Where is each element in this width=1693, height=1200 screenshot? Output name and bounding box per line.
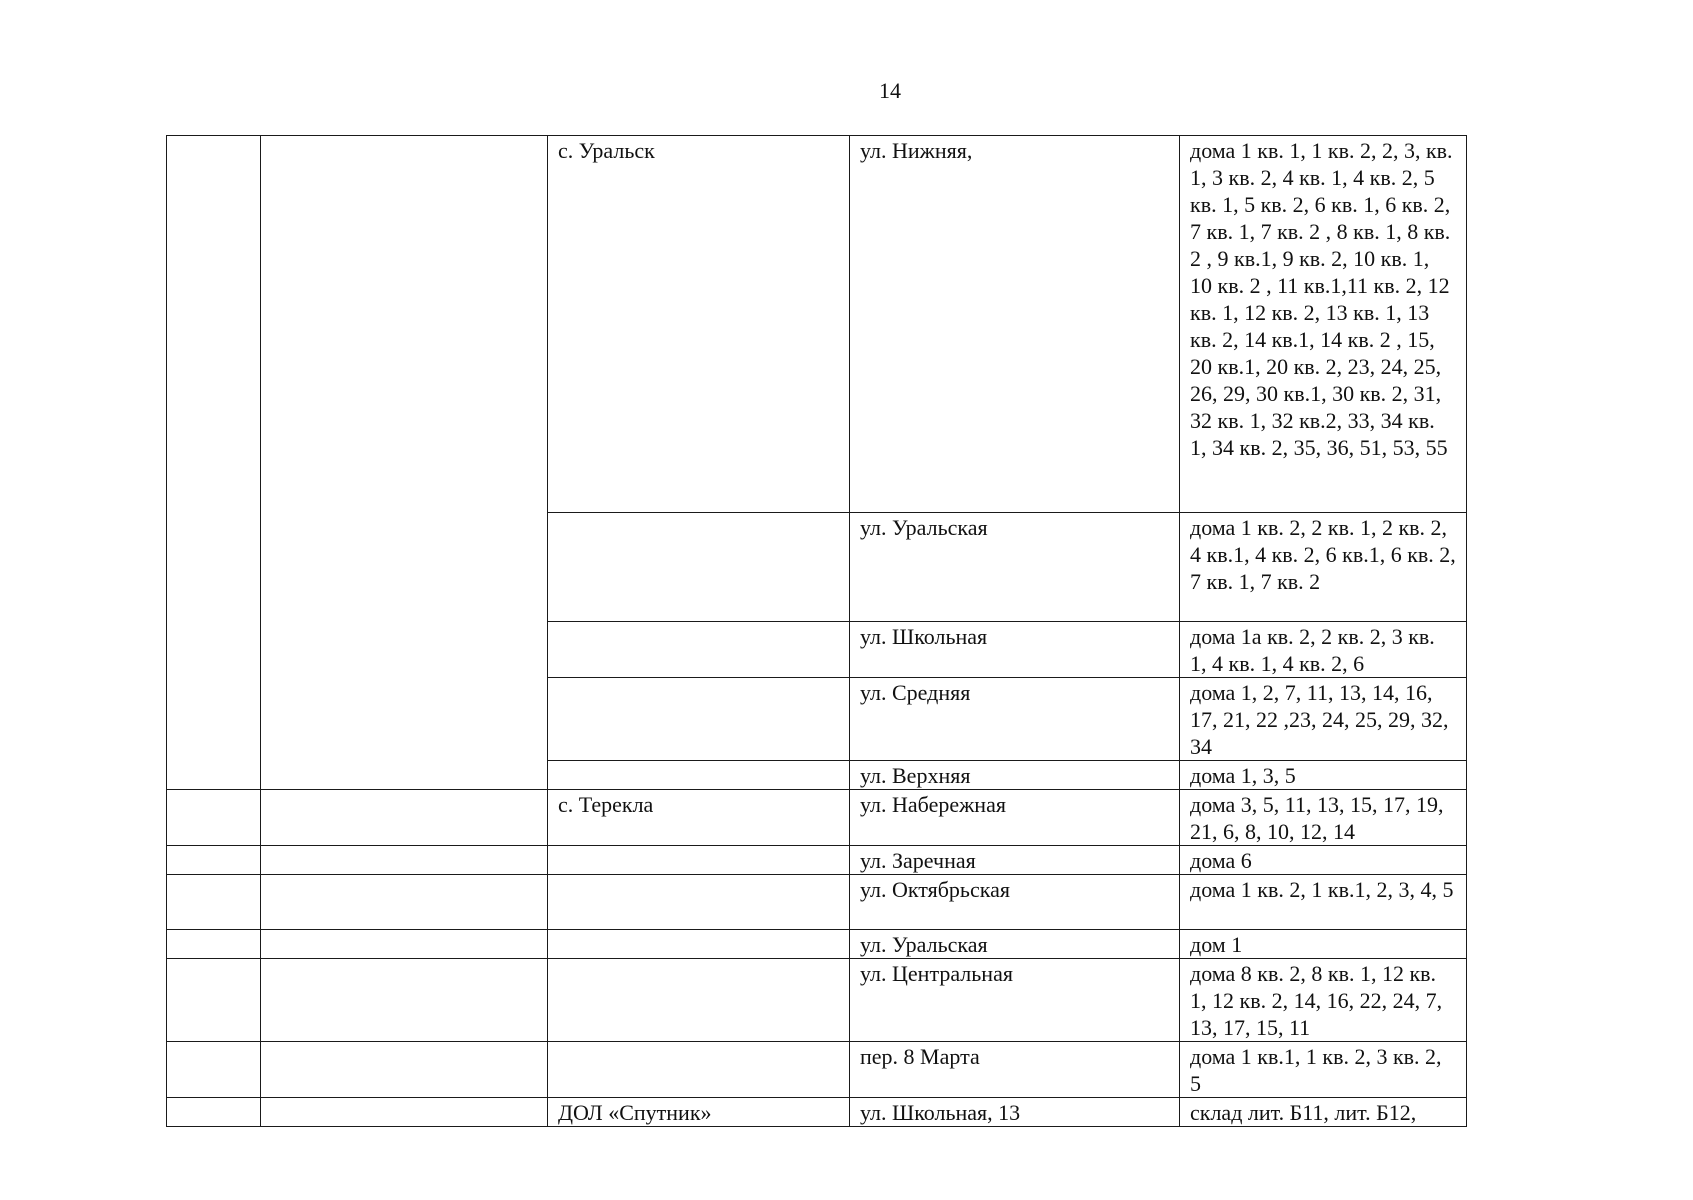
- locality-cell: [548, 513, 850, 622]
- houses-cell: дома 1 кв. 1, 1 кв. 2, 2, 3, кв. 1, 3 кв. 2, 4 кв. 1, 4 кв. 2, 5 кв. 1, 5 кв. 2, 6 кв. 1, 6 кв. 2, 7 кв. 1, 7 кв. 2 , 8 кв. 1, 8 кв. 2 , 9 кв.1, 9 кв. 2, 10 кв. 1, 10 кв. 2 , 11 кв.1,11 кв. 2, 12 кв. 1, 12 кв. 2, 13 кв. 1, 13 кв. 2, 14 кв.1, 14 кв. 2 , 15, 20 кв.1, 20 кв. 2, 23, 24, 25, 26, 29, 30 кв.1, 30 кв. 2, 31, 32 кв. 1, 32 кв.2, 33, 34 кв. 1, 34 кв. 2, 35, 36, 51, 53, 55: [1180, 136, 1467, 513]
- district-cell: [261, 846, 548, 875]
- address-table: [166, 135, 1467, 1127]
- number-cell: [167, 1098, 261, 1127]
- street-cell: пер. 8 Марта: [850, 1042, 1180, 1098]
- houses-cell: дома 1 кв. 2, 2 кв. 1, 2 кв. 2, 4 кв.1, 4 кв. 2, 6 кв.1, 6 кв. 2, 7 кв. 1, 7 кв. 2: [1180, 513, 1467, 622]
- locality-cell: [548, 959, 850, 1042]
- street-cell: ул. Верхняя: [850, 761, 1180, 790]
- street-cell: ул. Средняя: [850, 678, 1180, 761]
- district-cell: [261, 1098, 548, 1127]
- locality-cell: [548, 1042, 850, 1098]
- houses-cell: дома 1а кв. 2, 2 кв. 2, 3 кв. 1, 4 кв. 1, 4 кв. 2, 6: [1180, 622, 1467, 678]
- houses-cell: дома 1 кв.1, 1 кв. 2, 3 кв. 2, 5: [1180, 1042, 1467, 1098]
- houses-cell: склад лит. Б11, лит. Б12,: [1180, 1098, 1467, 1127]
- street-cell: ул. Школьная, 13: [850, 1098, 1180, 1127]
- number-cell: [167, 959, 261, 1042]
- district-cell: [261, 930, 548, 959]
- houses-cell: дома 6: [1180, 846, 1467, 875]
- table-row: [167, 790, 1467, 846]
- houses-cell: дома 1, 2, 7, 11, 13, 14, 16, 17, 21, 22 ,23, 24, 25, 29, 32, 34: [1180, 678, 1467, 761]
- locality-cell: ДОЛ «Спутник»: [548, 1098, 850, 1127]
- locality-cell: с. Уральск: [548, 136, 850, 513]
- street-cell: ул. Заречная: [850, 846, 1180, 875]
- houses-cell: дом 1: [1180, 930, 1467, 959]
- page-number: 14: [879, 78, 901, 103]
- street-cell: ул. Уральская: [850, 930, 1180, 959]
- houses-cell: дома 8 кв. 2, 8 кв. 1, 12 кв. 1, 12 кв. 2, 14, 16, 22, 24, 7, 13, 17, 15, 11: [1180, 959, 1467, 1042]
- number-cell: [167, 136, 261, 790]
- houses-cell: дома 3, 5, 11, 13, 15, 17, 19, 21, 6, 8, 10, 12, 14: [1180, 790, 1467, 846]
- street-cell: ул. Нижняя,: [850, 136, 1180, 513]
- district-cell: [261, 1042, 548, 1098]
- houses-cell: дома 1, 3, 5: [1180, 761, 1467, 790]
- street-cell: ул. Центральная: [850, 959, 1180, 1042]
- district-cell: [261, 136, 548, 790]
- locality-cell: [548, 761, 850, 790]
- table-row: [167, 930, 1467, 959]
- district-cell: [261, 790, 548, 846]
- district-cell: [261, 959, 548, 1042]
- district-cell: [261, 875, 548, 930]
- street-cell: ул. Уральская: [850, 513, 1180, 622]
- number-cell: [167, 790, 261, 846]
- street-cell: ул. Октябрьская: [850, 875, 1180, 930]
- number-cell: [167, 1042, 261, 1098]
- table-row: [167, 959, 1467, 1042]
- street-cell: ул. Школьная: [850, 622, 1180, 678]
- locality-cell: [548, 930, 850, 959]
- street-cell: ул. Набережная: [850, 790, 1180, 846]
- number-cell: [167, 875, 261, 930]
- table-row: [167, 1042, 1467, 1098]
- table-row: [167, 846, 1467, 875]
- locality-cell: [548, 875, 850, 930]
- table-row: [167, 1098, 1467, 1127]
- locality-cell: [548, 846, 850, 875]
- table-row: [167, 136, 1467, 513]
- locality-cell: с. Терекла: [548, 790, 850, 846]
- table-row: [167, 875, 1467, 930]
- houses-cell: дома 1 кв. 2, 1 кв.1, 2, 3, 4, 5: [1180, 875, 1467, 930]
- locality-cell: [548, 622, 850, 678]
- locality-cell: [548, 678, 850, 761]
- number-cell: [167, 930, 261, 959]
- number-cell: [167, 846, 261, 875]
